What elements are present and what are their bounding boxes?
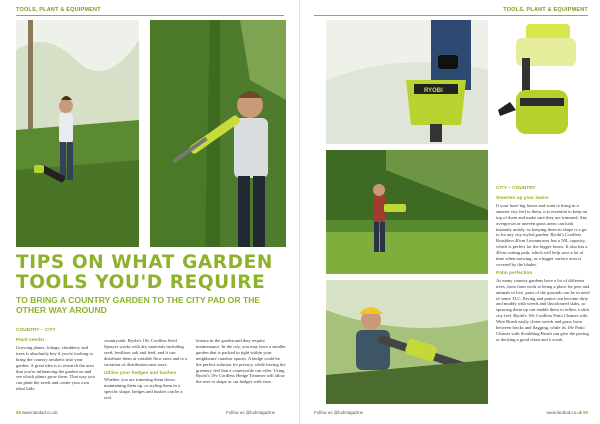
section-tag: TOOLS, PLANT & EQUIPMENT (503, 7, 588, 13)
body-column-2 (104, 338, 188, 401)
social-handle: Follow us @ludmagazine (314, 410, 364, 415)
photo-man-lawn (326, 150, 488, 274)
folio-left (16, 410, 58, 415)
photo-woman-leaf-blower-art (16, 20, 139, 247)
right-page (300, 0, 600, 424)
page-number: 68 (16, 410, 21, 415)
column-heading: Utilise your hedges and bushes (104, 370, 177, 376)
page-number: 69 (583, 410, 588, 415)
column-text: Growing plants, foliage, shrubbery and trees is absolutely key if you're looking to bring the country aesthetic into your garden. A great idea is to research the area that you're influencing the garden on and see which plants grow there. That way you can plant the seeds and create your own ideal little (16, 344, 95, 392)
folio-right (546, 410, 588, 415)
photo-product-sprayer (496, 20, 588, 144)
column-text: If your have big lawns and want to bring in a smarter city feel to them, it is essential to keep on top of them and make sure they are trimmed. Any overgrown or uneven grass areas can look instantly untidy, so keeping them in shape is a go-to for any city-styled garden. Ryobi's Cordless Brushless 40cm Lawnmower has a 50L capacity, which is perfect for the bigger lawns. It also has a 40cm cutting path, which will help save a lot of time when mowing, as a bigger surface area is covered by the blades. (496, 202, 588, 267)
site-url: www.landud.co.uk (22, 410, 58, 415)
photo-man-hedge-trimmer (150, 20, 286, 247)
kicker: COUNTRY – CITY (16, 328, 56, 333)
column-text: countryside. Ryobi's 18v Cordless Seed Sprayer works with dry materials including seed, fertiliser, salt and feed, and it can distribute them at variable flow rates and to a variation of distribution area sizes. (104, 338, 188, 367)
column-text: As many country gardens have a lot of different trees, from farm work to being a place for pets and animals to live, parts of the grounds can be in need of some TLC. Paving and patios can become dirty and muddy with weeds and discoloured slabs, so sprucing them up can enable them to reflect a slick city feel. Ryobi's 18v Cordless Patio Cleaner with Wire Brush easily clears weeds and grass from between bricks and flagging, while its 18v Patio Cleaner with Scrubbing Brush can give the paving or decking a good clean and a scrub. (496, 277, 590, 342)
site-url: www.landud.co.uk (546, 410, 582, 415)
headline: TIPS ON WHAT GARDEN TOOLS YOU'D REQUIRE (16, 252, 273, 293)
column-text: feature in the garden and they require maintenance. In the city, you may have a smaller garden that is packed in tight within your neighbours' outdoor spaces. A hedge could be the perfect solution for privacy, while having the greenery feel that a countryside can offer. Using Ryobi's 18v Cordless Hedge Trimmer will allow the user to shape or cut hedges with ease. (196, 338, 286, 385)
kicker: CITY – COUNTRY (496, 186, 536, 191)
column-heading: Plant seeds! (16, 338, 45, 343)
photo-product-sprayer-art (496, 20, 588, 144)
section-rule (16, 15, 284, 16)
section-tag: TOOLS, PLANT & EQUIPMENT (16, 7, 101, 13)
photo-man-chainsaw-art (326, 280, 488, 404)
photo-woman-leaf-blower (16, 20, 139, 247)
photo-man-hedge-trimmer-art (150, 20, 286, 247)
ryobi-logo: RYOBI (424, 88, 443, 94)
photo-seed-spreader-art (326, 20, 488, 144)
photo-man-lawn-art (326, 150, 488, 274)
body-column-right (496, 196, 590, 343)
column-heading: Patio perfection (496, 270, 533, 276)
photo-seed-spreader (326, 20, 488, 144)
social-handle: Follow us @ludmagazine (226, 410, 276, 415)
column-heading: Smarten up your lawns (496, 196, 549, 201)
column-text: Whether you are trimming them down, maintaining them up, or styling them in a specific shape, hedges and bushes can be a real (104, 377, 183, 401)
section-rule (314, 15, 588, 16)
subheadline: TO BRING A COUNTRY GARDEN TO THE CITY PAD OR THE OTHER WAY AROUND (16, 295, 261, 315)
photo-man-chainsaw (326, 280, 488, 404)
body-column-1 (16, 338, 96, 392)
body-column-3 (196, 338, 286, 385)
